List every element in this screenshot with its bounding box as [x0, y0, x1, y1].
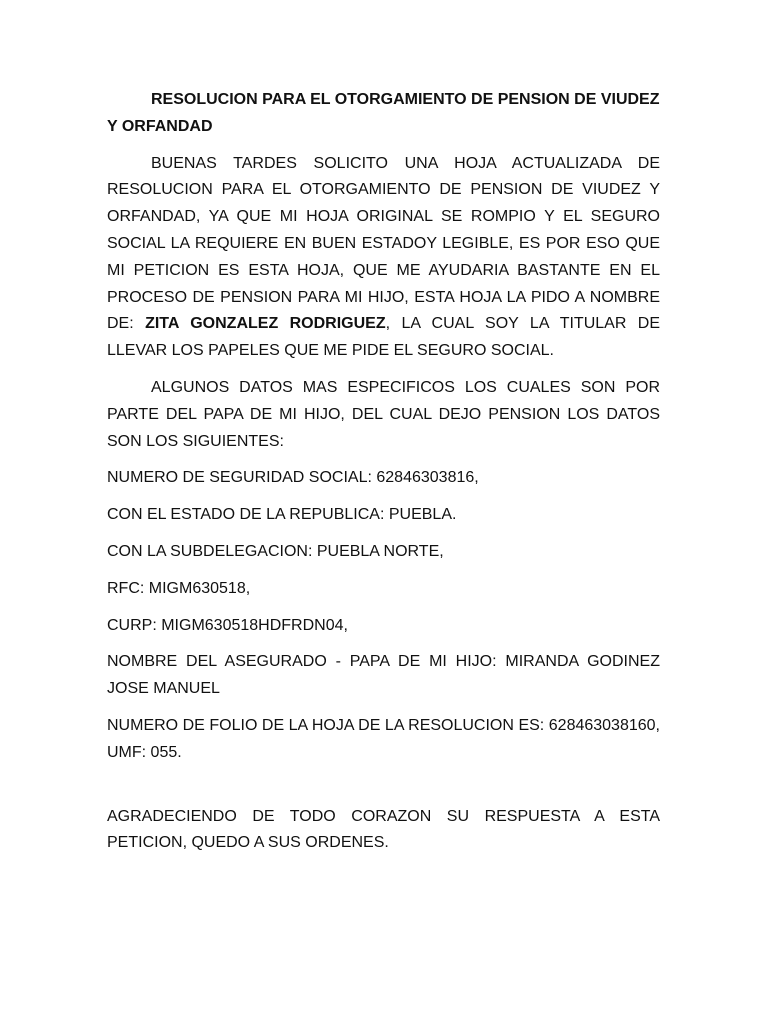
- detail-folio-number: NUMERO DE FOLIO DE LA HOJA DE LA RESOLUCION ES: 628463038160, UMF: 055.: [107, 716, 660, 761]
- blank-line: [107, 777, 660, 804]
- detail-curp: CURP: MIGM630518HDFRDN04,: [107, 616, 348, 634]
- closing-paragraph: AGRADECIENDO DE TODO CORAZON SU RESPUESTA A ESTA PETICION, QUEDO A SUS ORDENES.: [107, 807, 660, 852]
- request-paragraph: [107, 151, 660, 365]
- document-title: RESOLUCION PARA EL OTORGAMIENTO DE PENSION DE VIUDEZ Y ORFANDAD: [107, 91, 660, 135]
- applicant-name: ZITA GONZALEZ RODRIGUEZ: [145, 315, 386, 333]
- request-text-intro: BUENAS TARDES SOLICITO UNA HOJA ACTUALIZADA DE RESOLUCION PARA EL OTORGAMIENTO DE PENSION DE VIUDEZ Y ORFANDAD, YA QUE MI HOJA ORIGINAL SE ROMPIO Y EL SEGURO SOCIAL LA REQUIERE EN BUEN ESTADOY LEGIBLE, ES POR ESO QUE MI PETICION ES ESTA HOJA, QUE ME AYUDARIA BASTANTE EN EL PROCESO DE PENSION PARA MI HIJO, ESTA HOJA LA PIDO A NOMBRE DE:: [107, 154, 660, 333]
- details-intro-paragraph: ALGUNOS DATOS MAS ESPECIFICOS LOS CUALES SON POR PARTE DEL PAPA DE MI HIJO, DEL CUAL DEJO PENSION LOS DATOS SON LOS SIGUIENTES:: [107, 378, 660, 450]
- request-text-end: , LA CUAL SOY LA TITULAR DE LLEVAR LOS PAPELES QUE ME PIDE EL SEGURO SOCIAL.: [107, 315, 661, 360]
- detail-insured-name: NOMBRE DEL ASEGURADO - PAPA DE MI HIJO: MIRANDA GODINEZ JOSE MANUEL: [107, 653, 660, 698]
- detail-state: CON EL ESTADO DE LA REPUBLICA: PUEBLA.: [107, 506, 457, 524]
- detail-social-security-number: NUMERO DE SEGURIDAD SOCIAL: 62846303816,: [107, 469, 479, 487]
- detail-subdelegation: CON LA SUBDELEGACION: PUEBLA NORTE,: [107, 542, 444, 560]
- document-body: [107, 87, 660, 867]
- detail-rfc: RFC: MIGM630518,: [107, 579, 251, 597]
